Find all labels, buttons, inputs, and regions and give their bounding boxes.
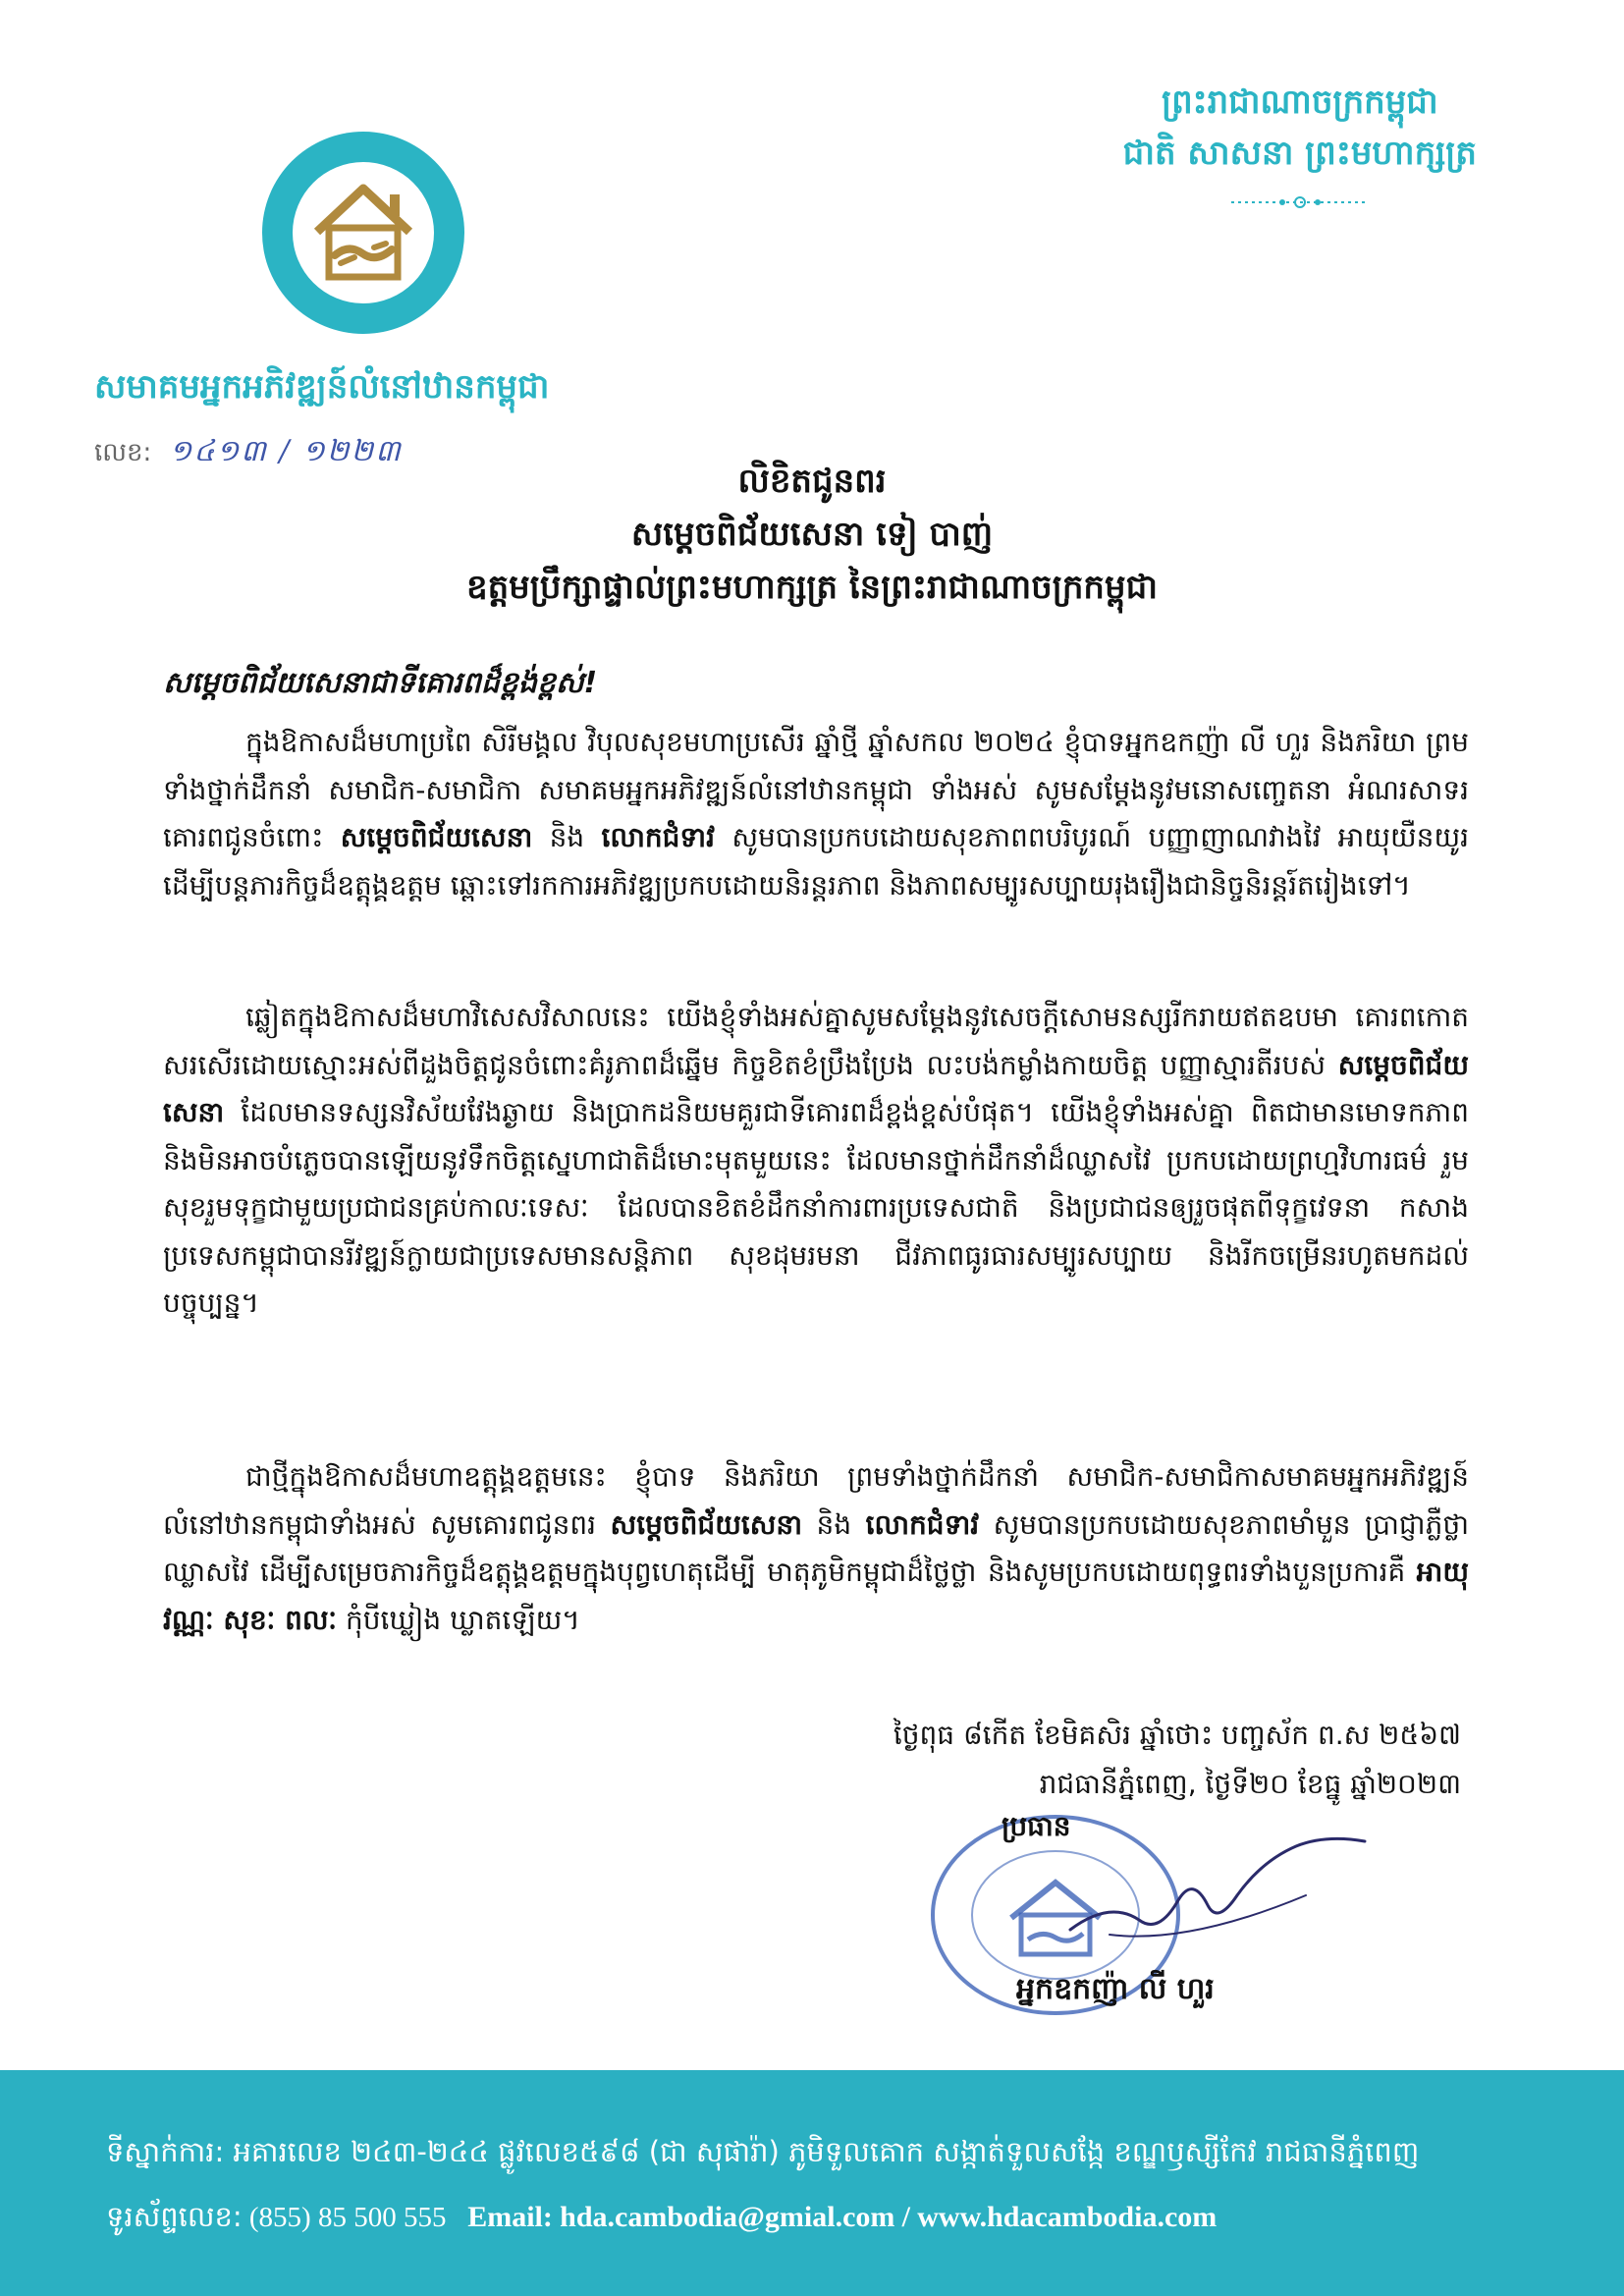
p2-text-a: ឆ្លៀតក្នុងឱកាសដ៏មហាវិសេសវិសាលនេះ យើងខ្ញុំទាំងអស់គ្នាសូមសម្តែងនូវសេចក្តីសោមនស្សរីករាយឥតឧបមា គោរពកោតសរសើរដោយស្មោះអស់ពីដួងចិត្តជូនចំពោះគំរូភាពដ៏ឆ្នើម កិច្ចខិតខំប្រឹងប្រែង លះបង់កម្លាំងកាយចិត្ត បញ្ញាស្មារតីរបស់ [163,1001,1469,1081]
title-line-2: សម្តេចពិជ័យសេនា ទៀ បាញ់ [630,515,994,554]
p1-bold-1: សម្តេចពិជ័យសេនា [340,821,533,853]
p2-text-c: ដែលមានទស្សនវិស័យវែងឆ្ងាយ និងប្រាកដនិយមគួរជាទីគោរពដ៏ខ្ពង់ខ្ពស់បំផុត។ យើងខ្ញុំទាំងអស់គ្នា ពិតជាមានមោទកភាព និងមិនអាចបំភ្លេចបានឡើយនូវទឹកចិត្តស្នេហាជាតិដ៏មោះមុតមួយនេះ ដែលមានថ្នាក់ដឹកនាំដ៏ឈ្លាសវៃ ប្រកបដោយព្រហ្មវិហារធម៌ រួមសុខរួមទុក្ខជាមួយប្រជាជនគ្រប់កាលៈទេសៈ ដែលបានខិតខំដឹកនាំការពារប្រទេសជាតិ និងប្រជាជនឲ្យរួចផុតពីទុក្ខវេទនា កសាងប្រទេសកម្ពុជាបានរីវឌ្ឍន៍ក្លាយជាប្រទេសមានសន្តិភាព សុខដុមរមនា ជីវភាពធូរធារសម្បូរសប្បាយ និងរីកចម្រើនរហូតមកដល់បច្ចុប្បន្ន។ [163,1096,1469,1319]
paragraph-2 [163,994,1469,1328]
email-label: Email: [467,2201,553,2233]
paragraph-3 [163,1453,1469,1644]
title-line-3: ឧត្តមប្រឹក្សាផ្ទាល់ព្រះមហាក្សត្រ នៃព្រះរាជាណាចក្រកម្ពុជា [466,568,1158,607]
kingdom-line-1: ព្រះរាជាណាចក្រកម្ពុជា [1161,82,1438,122]
footer-address: ទីស្នាក់ការ: អគារលេខ ២៤៣-២៤៤ ផ្លូវលេខ៥៩៨ (ជា សុផារ៉ា) ភូមិទួលគោក សង្កាត់ទួលសង្កែ ខណ្ឌឫស្សីកែវ រាជធានីភ្នំពេញ [106,2135,1420,2168]
p3-text-e: កុំបីឃ្លៀង ឃ្លាតឡើយ។ [337,1603,580,1636]
p1-bold-2: លោកជំទាវ [601,821,715,853]
ref-label: លេខ: [94,438,152,467]
p3-bold-2: លោកជំទាវ [865,1507,980,1541]
org-name: សមាគមអ្នកអភិវឌ្ឍន៍លំនៅឋានកម្ពុជា [94,367,550,407]
phone-label: ទូរស័ព្ទលេខ: [106,2200,243,2233]
kingdom-line-2: ជាតិ សាសនា ព្រះមហាក្សត្រ [1122,134,1477,173]
p2-bold: សម្តេចពិជ័យសេនា [163,1048,1469,1128]
footer-separator: / [901,2201,910,2233]
p1-text-c: និង [532,821,602,853]
website-link[interactable]: www.hdacambodia.com [917,2201,1218,2233]
date-lunar: ថ្ងៃពុធ ៨កើត ខែមិគសិរ ឆ្នាំថោះ បញ្ចស័ក ព.ស ២៥៦៧ [893,1719,1461,1751]
signature-icon [1051,1836,1384,1964]
letter-title [0,455,1624,614]
hda-logo-icon [260,130,466,336]
salutation: សម្តេចពិជ័យសេនាជាទីគោរពដ៏ខ្ពង់ខ្ពស់! [163,666,598,700]
p3-text-a: ជាថ្មីក្នុងឱកាសដ៏មហាឧត្តុង្គឧត្តមនេះ ខ្ញុំបាទ និងភរិយា ព្រមទាំងថ្នាក់ដឹកនាំ សមាជិក-សមាជិកាសមាគមអ្នកអភិវឌ្ឍន៍លំនៅឋានកម្ពុជាទាំងអស់ សូមគោរពជូនពរ [163,1460,1469,1541]
ref-number: ១៤១៣ / ១២២៣ [169,434,403,468]
ornament-divider-icon [1231,192,1369,212]
p1-text-d: សូមបានប្រកបដោយសុខភាពពបរិបូរណ៍ បញ្ញាញាណវាងវៃ អាយុយឺនយូរ ដើម្បីបន្តភារកិច្ចដ៏ឧត្តុង្គឧត្តម ឆ្ពោះទៅរកការអភិវឌ្ឍប្រកបដោយនិរន្តរភាព និងភាពសម្បូរសប្បាយរុងរឿងជានិច្ចនិរន្តរ៍តរៀងទៅ។ [163,821,1469,902]
email-link[interactable]: hda.cambodia@gmial.com [560,2201,895,2233]
p3-text-c: និង [802,1507,866,1541]
footer-bar [0,2070,1624,2296]
p3-text-d: សូមបានប្រកបដោយសុខភាពមាំមួន ប្រាជ្ញាភ្លឺថ្លាឈ្លាសវៃ ដើម្បីសម្រេចភារកិច្ចដ៏ឧត្តុង្គឧត្តមក្នុងបុព្វហេតុដើម្បី មាតុភូមិកម្ពុជាដ៏ថ្លៃថ្លា និងសូមប្រកបដោយពុទ្ធពរទាំងបួនប្រការគឺ [163,1507,1469,1588]
signer-name: អ្នកឧកញ៉ា លី ហួរ [1016,1972,1215,2006]
footer-contact [106,2200,1217,2241]
p3-bold-3: អាយុ វណ្ណៈ សុខៈ ពលៈ [163,1556,1469,1636]
p3-bold-1: សម្តេចពិជ័យសេនា [610,1507,803,1541]
signer-role: ប្រធាន [1001,1810,1071,1842]
date-solar: រាជធានីភ្នំពេញ, ថ្ងៃទី២០ ខែធ្នូ ឆ្នាំ២០២៣ [1039,1768,1461,1800]
kingdom-heading [1123,77,1477,216]
title-line-1: លិខិតជូនពរ [737,462,887,501]
p1-text-a: ក្នុងឱកាសដ៏មហាប្រពៃ សិរីមង្គល វិបុលសុខមហាប្រសើរ ឆ្នាំថ្មី ឆ្នាំសកល ២០២៤ ខ្ញុំបាទអ្នកឧកញ៉ា លី ហួរ និងភរិយា ព្រមទាំងថ្នាក់ដឹកនាំ សមាជិក-សមាជិកា សមាគមអ្នកអភិវឌ្ឍន៍លំនៅឋានកម្ពុជា ទាំងអស់ សូមសម្តែងនូវមនោសញ្ចេតនា អំណរសាទរ គោរពជូនចំពោះ [163,726,1469,853]
paragraph-1 [163,719,1469,909]
phone-number[interactable]: (855) 85 500 555 [248,2202,447,2233]
